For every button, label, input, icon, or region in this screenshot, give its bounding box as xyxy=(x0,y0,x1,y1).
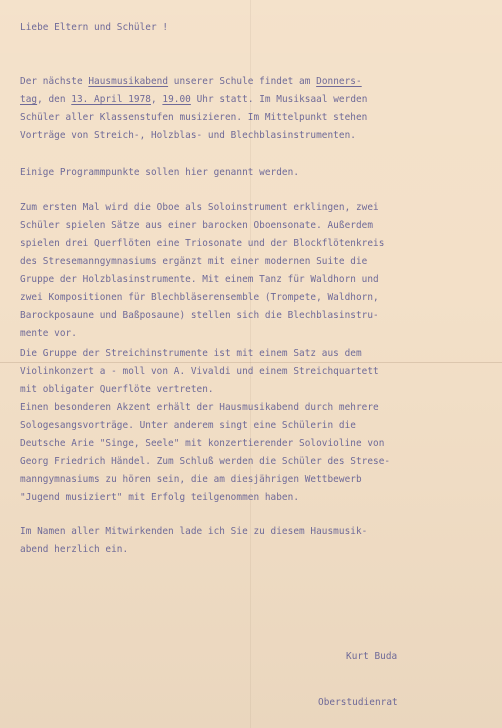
paragraph-3-line-6: zwei Kompositionen für Blechbläserensemble (Trompete, Waldhorn, xyxy=(20,292,379,303)
paper-fold-vertical xyxy=(250,0,251,728)
paragraph-2: Einige Programmpunkte sollen hier genannt werden. xyxy=(20,167,300,178)
paragraph-5-line-2: Sologesangsvorträge. Unter anderem singt eine Schülerin die xyxy=(20,420,356,431)
text-run: Der nächste xyxy=(20,76,89,87)
paragraph-1-line-2 xyxy=(20,94,367,106)
paragraph-1-line-4: Vorträge von Streich-, Holzblas- und Blechblasinstrumenten. xyxy=(20,130,356,141)
paper-fold-horizontal xyxy=(0,362,502,363)
text-run: unserer Schule findet am xyxy=(168,76,317,87)
text-run: , xyxy=(151,94,163,105)
paragraph-6-line-2: abend herzlich ein. xyxy=(20,544,129,555)
paragraph-4-line-1: Die Gruppe der Streichinstrumente ist mit einem Satz aus dem xyxy=(20,348,362,359)
underlined-date: 13. April 1978 xyxy=(71,94,151,105)
paragraph-3-line-1: Zum ersten Mal wird die Oboe als Soloinstrument erklingen, zwei xyxy=(20,202,379,213)
signature-name: Kurt Buda xyxy=(346,651,398,662)
paragraph-3-line-4: des Stresemanngymnasiums ergänzt mit einer modernen Suite die xyxy=(20,256,368,267)
underlined-tag: tag xyxy=(20,94,38,105)
paragraph-5-line-1: Einen besonderen Akzent erhält der Hausmusikabend durch mehrere xyxy=(20,402,379,413)
signature-title: Oberstudienrat xyxy=(318,697,398,708)
underlined-hausmusikabend: Hausmusikabend xyxy=(88,76,169,87)
paragraph-5-line-5: manngymnasiums zu hören sein, die am diesjährigen Wettbewerb xyxy=(20,474,362,485)
underlined-time: 19.00 xyxy=(162,94,191,105)
paragraph-4-line-2: Violinkonzert a - moll von A. Vivaldi und einem Streichquartett xyxy=(20,366,379,377)
paragraph-5-line-4: Georg Friedrich Händel. Zum Schluß werden die Schüler des Strese- xyxy=(20,456,391,467)
paragraph-3-line-5: Gruppe der Holzblasinstrumente. Mit einem Tanz für Waldhorn und xyxy=(20,274,379,285)
paragraph-1-line-3: Schüler aller Klassenstufen musizieren. Im Mittelpunkt stehen xyxy=(20,112,368,123)
paragraph-3-line-7: Barockposaune und Baßposaune) stellen sich die Blechblasinstru- xyxy=(20,310,379,321)
paragraph-4-line-3: mit obligater Querflöte vertreten. xyxy=(20,384,214,395)
text-run: Uhr statt. Im Musiksaal werden xyxy=(190,94,368,105)
paragraph-1-line-1 xyxy=(20,76,362,88)
salutation: Liebe Eltern und Schüler ! xyxy=(20,22,169,33)
paragraph-3-line-8: mente vor. xyxy=(20,328,77,339)
paragraph-6-line-1: Im Namen aller Mitwirkenden lade ich Sie zu diesem Hausmusik- xyxy=(20,526,368,537)
paragraph-3-line-3: spielen drei Querflöten eine Triosonate und der Blockflötenkreis xyxy=(20,238,385,249)
text-run: , den xyxy=(37,94,72,105)
paragraph-3-line-2: Schüler spielen Sätze aus einer barocken Oboensonate. Außerdem xyxy=(20,220,374,231)
paragraph-5-line-3: Deutsche Arie "Singe, Seele" mit konzertierender Solovioline von xyxy=(20,438,385,449)
underlined-donnerstag: Donners- xyxy=(316,76,362,87)
paragraph-5-line-6: "Jugend musiziert" mit Erfolg teilgenommen haben. xyxy=(20,492,300,503)
